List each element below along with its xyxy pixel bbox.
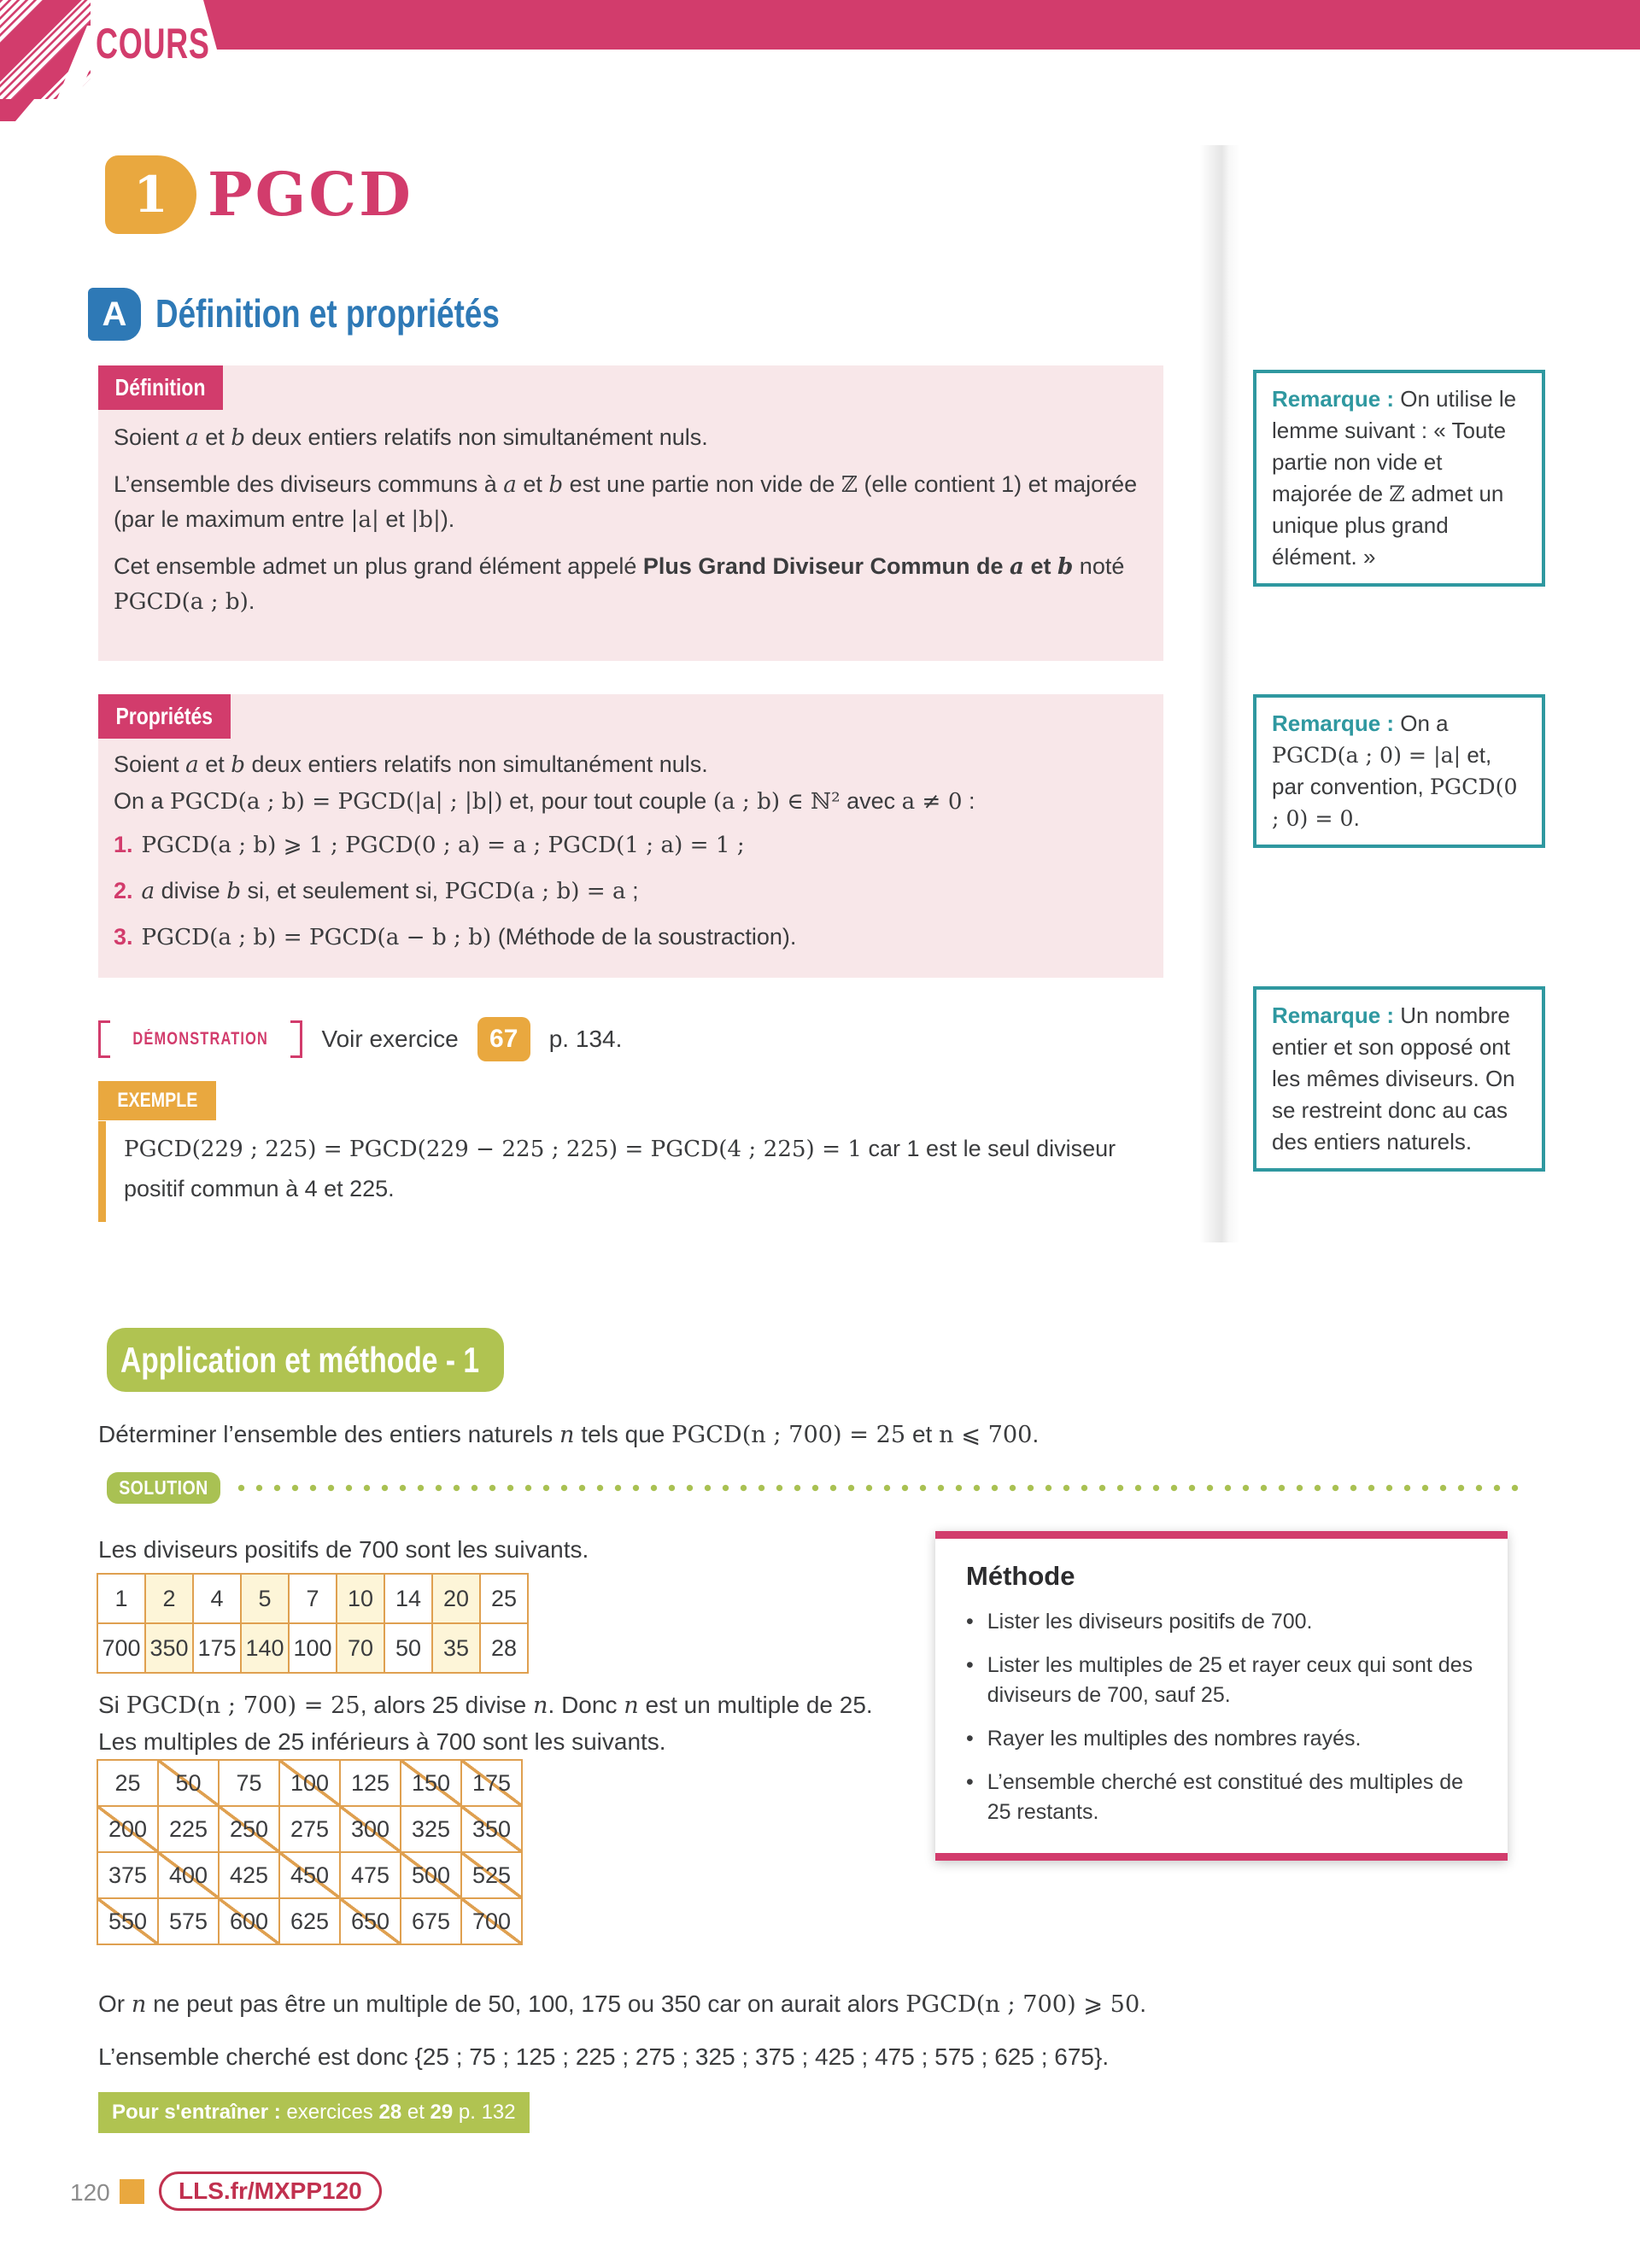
multiple-cell: 375 [97,1852,158,1898]
divisor-cell: 14 [384,1574,432,1623]
multiple-cell: 475 [340,1852,401,1898]
multiple-cell: 700 [461,1898,522,1944]
table-row [97,1898,522,1944]
divisor-cell: 70 [337,1623,384,1673]
method-bullet: • Lister les diviseurs positifs de 700. [966,1607,1477,1637]
multiple-cell: 575 [158,1898,219,1944]
example-text: PGCD(229 ; 225) = PGCD(229 − 225 ; 225) = PGCD(4 ; 225) = 1 car 1 est le seul diviseur positif commun à 4 et 225. [124,1136,1116,1201]
definition-line: Soient a et b deux entiers relatifs non simultanément nuls. [114,424,708,451]
multiple-cell: 325 [401,1806,461,1852]
multiple-cell: 25 [97,1760,158,1806]
multiple-cell: 675 [401,1898,461,1944]
multiple-cell: 125 [340,1760,401,1806]
page-edge-shadow [1199,145,1240,1242]
multiple-cell: 250 [219,1806,279,1852]
multiple-cell: 200 [97,1806,158,1852]
multiple-cell: 400 [158,1852,219,1898]
multiple-cell: 275 [279,1806,340,1852]
exercise-67-badge[interactable]: 67 [477,1017,530,1061]
divisor-cell: 140 [241,1623,289,1673]
multiple-cell: 300 [340,1806,401,1852]
solution-step2: Si PGCD(n ; 700) = 25, alors 25 divise n. Donc n est un multiple de 25. Les multiples de 25 inférieurs à 700 sont les suivants. [98,1692,873,1755]
definition-label: Définition [98,365,223,410]
application-problem: Déterminer l’ensemble des entiers naturels n tels que PGCD(n ; 700) = 25 et n ⩽ 700. [98,1421,1040,1448]
properties-label: Propriétés [98,694,231,739]
demonstration-text: Voir exercice [321,1026,459,1052]
solution-conclusion1: Or n ne peut pas être un multiple de 50, 100, 175 ou 350 car on aurait alors PGCD(n ; 700) ⩾ 50. [98,1990,1147,2018]
practice-box[interactable]: Pour s'entraîner : exercices 28 et 29 p. 132 [98,2092,530,2133]
method-box [935,1531,1508,1861]
example-left-bar [98,1121,106,1222]
multiple-cell: 225 [158,1806,219,1852]
lls-link-badge[interactable]: LLS.fr/MXPP120 [159,2172,382,2211]
application-header: Application et méthode - 1 [107,1328,504,1392]
multiple-cell: 600 [219,1898,279,1944]
chapter-title: PGCD [208,159,413,230]
multiple-cell: 500 [401,1852,461,1898]
method-title: Méthode [966,1561,1075,1591]
solution-step1: Les diviseurs positifs de 700 sont les suivants. [98,1536,589,1563]
bullet-icon: • [966,1653,974,1677]
table-row [97,1852,522,1898]
method-bullet: • Rayer les multiples des nombres rayés. [966,1724,1477,1754]
multiple-cell: 425 [219,1852,279,1898]
remark-box-lemma: Remarque : On utilise le lemme suivant : « Toute partie non vide et majorée de ℤ admet un unique plus grand élément. » [1253,370,1545,587]
divisor-cell: 350 [145,1623,193,1673]
divisor-cell: 100 [289,1623,337,1673]
bullet-icon: • [966,1610,974,1634]
property-text: a divise b si, et seulement si, PGCD(a ; b) = a ; [141,878,639,904]
demonstration-page-ref: p. 134. [548,1026,623,1052]
divisor-cell: 35 [432,1623,480,1673]
properties-intro: Soient a et b deux entiers relatifs non simultanément nuls. [114,751,708,778]
definition-box [98,365,1163,661]
multiple-cell: 150 [401,1760,461,1806]
property-number: 2. [114,878,133,903]
section-letter-badge: A [88,288,141,341]
divisor-cell: 700 [97,1623,145,1673]
divisor-cell: 10 [337,1574,384,1623]
multiple-cell: 650 [340,1898,401,1944]
solution-dotted-rule [232,1484,1529,1492]
table-row [97,1760,522,1806]
divisors-table [97,1573,529,1674]
multiple-cell: 450 [279,1852,340,1898]
divisor-cell: 5 [241,1574,289,1623]
divisor-cell: 4 [193,1574,241,1623]
property-item [114,920,1138,955]
multiples-table [97,1759,523,1945]
multiple-cell: 50 [158,1760,219,1806]
property-text: PGCD(a ; b) = PGCD(a − b ; b) (Méthode de la soustraction). [141,924,797,950]
brand-logo-icon [0,0,91,121]
multiple-cell: 625 [279,1898,340,1944]
property-text: PGCD(a ; b) ⩾ 1 ; PGCD(0 ; a) = a ; PGCD(1 ; a) = 1 ; [141,833,745,858]
property-number: 1. [114,832,133,857]
divisor-cell: 20 [432,1574,480,1623]
table-row [97,1623,528,1673]
definition-line: L’ensemble des diviseurs communs à a et b est une partie non vide de ℤ (elle contient 1) et majorée (par le maximum entre |a| et |b|). [114,471,1138,533]
properties-intro: On a PGCD(a ; b) = PGCD(|a| ; |b|) et, pour tout couple (a ; b) ∈ ℕ² avec a ≠ 0 : [114,788,975,815]
divisor-cell: 1 [97,1574,145,1623]
divisor-cell: 2 [145,1574,193,1623]
demonstration-row [98,1013,622,1066]
divisor-cell: 50 [384,1623,432,1673]
remark-box-convention: Remarque : On a PGCD(a ; 0) = |a| et, par convention, PGCD(0 ; 0) = 0. [1253,694,1545,848]
remark-box-naturals: Remarque : Un nombre entier et son opposé ont les mêmes diviseurs. On se restreint donc au cas des entiers naturels. [1253,986,1545,1172]
multiple-cell: 525 [461,1852,522,1898]
footer-square-icon [120,2179,144,2204]
multiple-cell: 350 [461,1806,522,1852]
page-number: 120 [70,2179,110,2206]
solution-label: SOLUTION [107,1472,220,1504]
property-item [114,827,1138,862]
demonstration-label: DÉMONSTRATION [98,1020,302,1058]
multiple-cell: 550 [97,1898,158,1944]
example-label: EXEMPLE [98,1081,216,1120]
divisor-cell: 25 [480,1574,528,1623]
table-row [97,1574,528,1623]
definition-line: Cet ensemble admet un plus grand élément appelé Plus Grand Diviseur Commun de a et b noté PGCD(a ; b). [114,553,1125,615]
section-title: Définition et propriétés [155,291,500,336]
chapter-number-badge: 1 [105,155,196,234]
properties-box [98,694,1163,978]
method-bullet: • Lister les multiples de 25 et rayer ceux qui sont des diviseurs de 700, sauf 25. [966,1651,1477,1710]
bullet-icon: • [966,1727,974,1751]
property-number: 3. [114,924,133,950]
property-item [114,874,1138,909]
bullet-icon: • [966,1770,974,1794]
method-bullet: • L’ensemble cherché est constitué des multiples de 25 restants. [966,1768,1477,1827]
divisor-cell: 7 [289,1574,337,1623]
multiple-cell: 75 [219,1760,279,1806]
solution-conclusion2: L’ensemble cherché est donc {25 ; 75 ; 125 ; 225 ; 275 ; 325 ; 375 ; 425 ; 475 ; 575 ; 625 ; 675}. [98,2043,1110,2070]
multiple-cell: 175 [461,1760,522,1806]
divisor-cell: 175 [193,1623,241,1673]
divisor-cell: 28 [480,1623,528,1673]
table-row [97,1806,522,1852]
page-kicker: COURS [96,20,210,67]
multiple-cell: 100 [279,1760,340,1806]
